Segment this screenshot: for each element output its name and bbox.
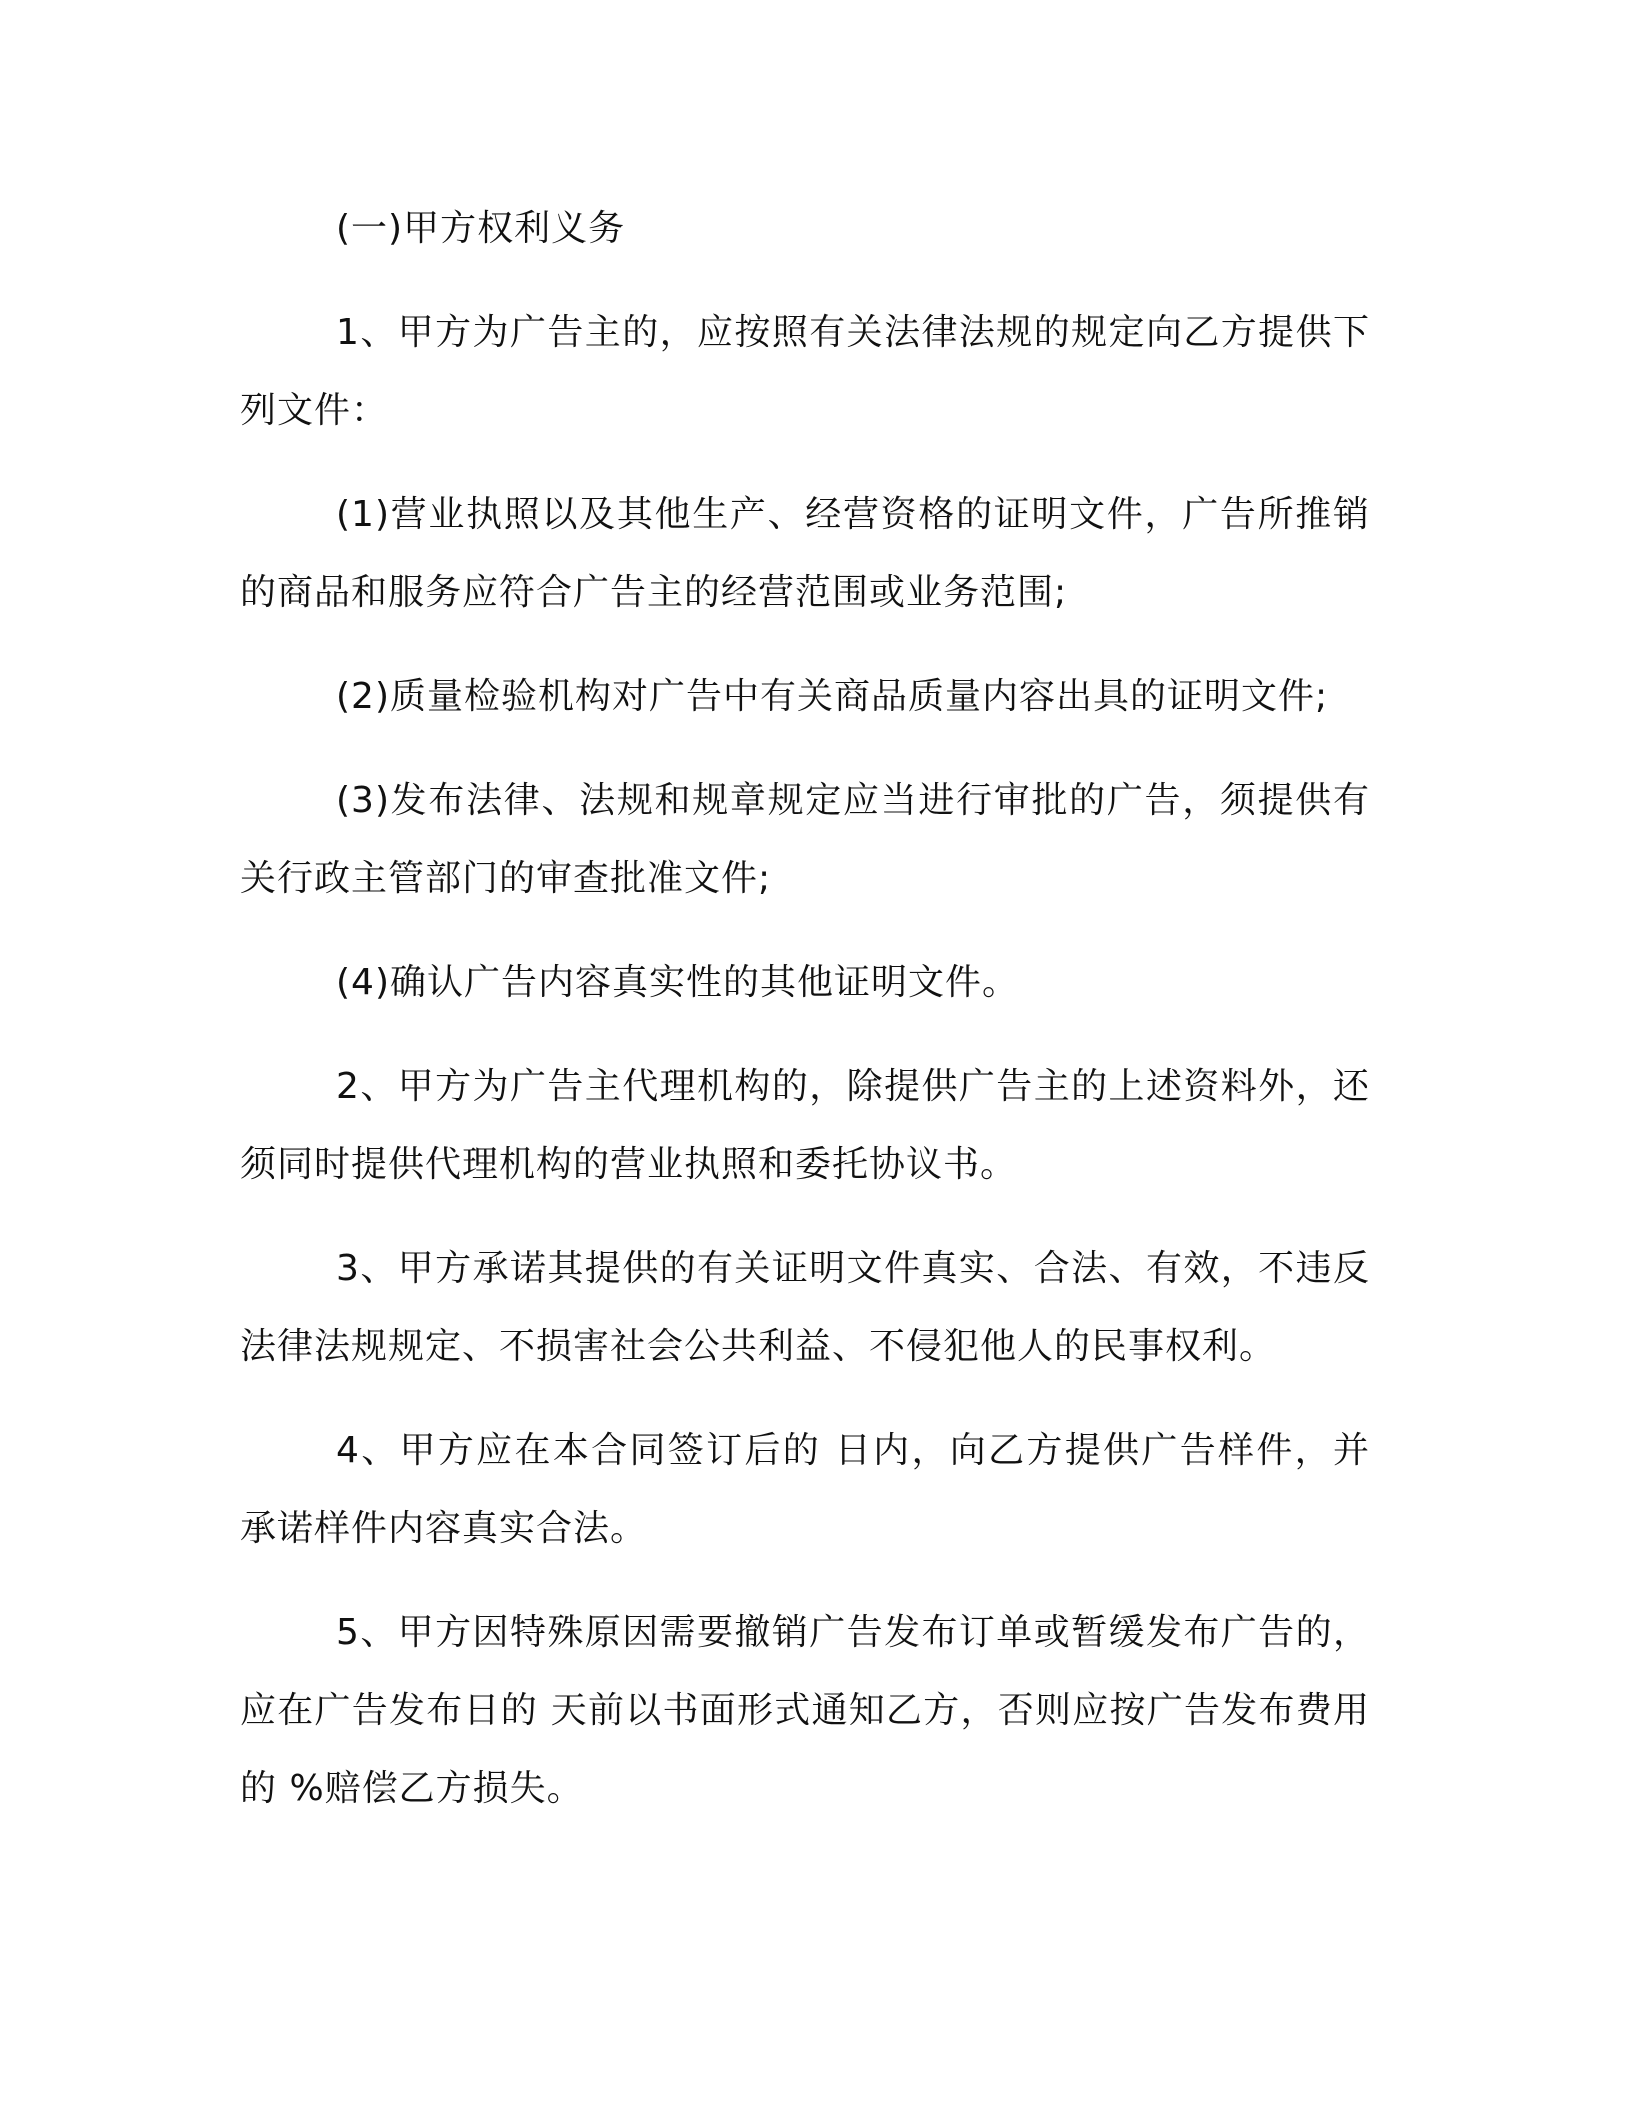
document-body	[240, 190, 1370, 1854]
paragraph-item-1: (1)营业执照以及其他生产、经营资格的证明文件，广告所推销的商品和服务应符合广告主的经营范围或业务范围;	[240, 494, 1370, 613]
paragraph-1: 1、甲方为广告主的，应按照有关法律法规的规定向乙方提供下列文件：	[240, 312, 1370, 431]
paragraph-item-4: (4)确认广告内容真实性的其他证明文件。	[336, 962, 1019, 1003]
paragraph-item-2: (2)质量检验机构对广告中有关商品质量内容出具的证明文件;	[336, 676, 1329, 717]
paragraph-5: 5、甲方因特殊原因需要撤销广告发布订单或暂缓发布广告的，应在广告发布日的 天前以书面形式通知乙方，否则应按广告发布费用的 %赔偿乙方损失。	[240, 1612, 1370, 1809]
paragraph-item-3: (3)发布法律、法规和规章规定应当进行审批的广告，须提供有关行政主管部门的审查批准文件;	[240, 780, 1370, 899]
paragraph-2: 2、甲方为广告主代理机构的，除提供广告主的上述资料外，还须同时提供代理机构的营业执照和委托协议书。	[240, 1066, 1370, 1185]
paragraph-4: 4、甲方应在本合同签订后的 日内，向乙方提供广告样件，并承诺样件内容真实合法。	[240, 1430, 1370, 1549]
paragraph-3: 3、甲方承诺其提供的有关证明文件真实、合法、有效，不违反法律法规规定、不损害社会公共利益、不侵犯他人的民事权利。	[240, 1248, 1370, 1367]
section-heading: (一)甲方权利义务	[336, 208, 626, 249]
